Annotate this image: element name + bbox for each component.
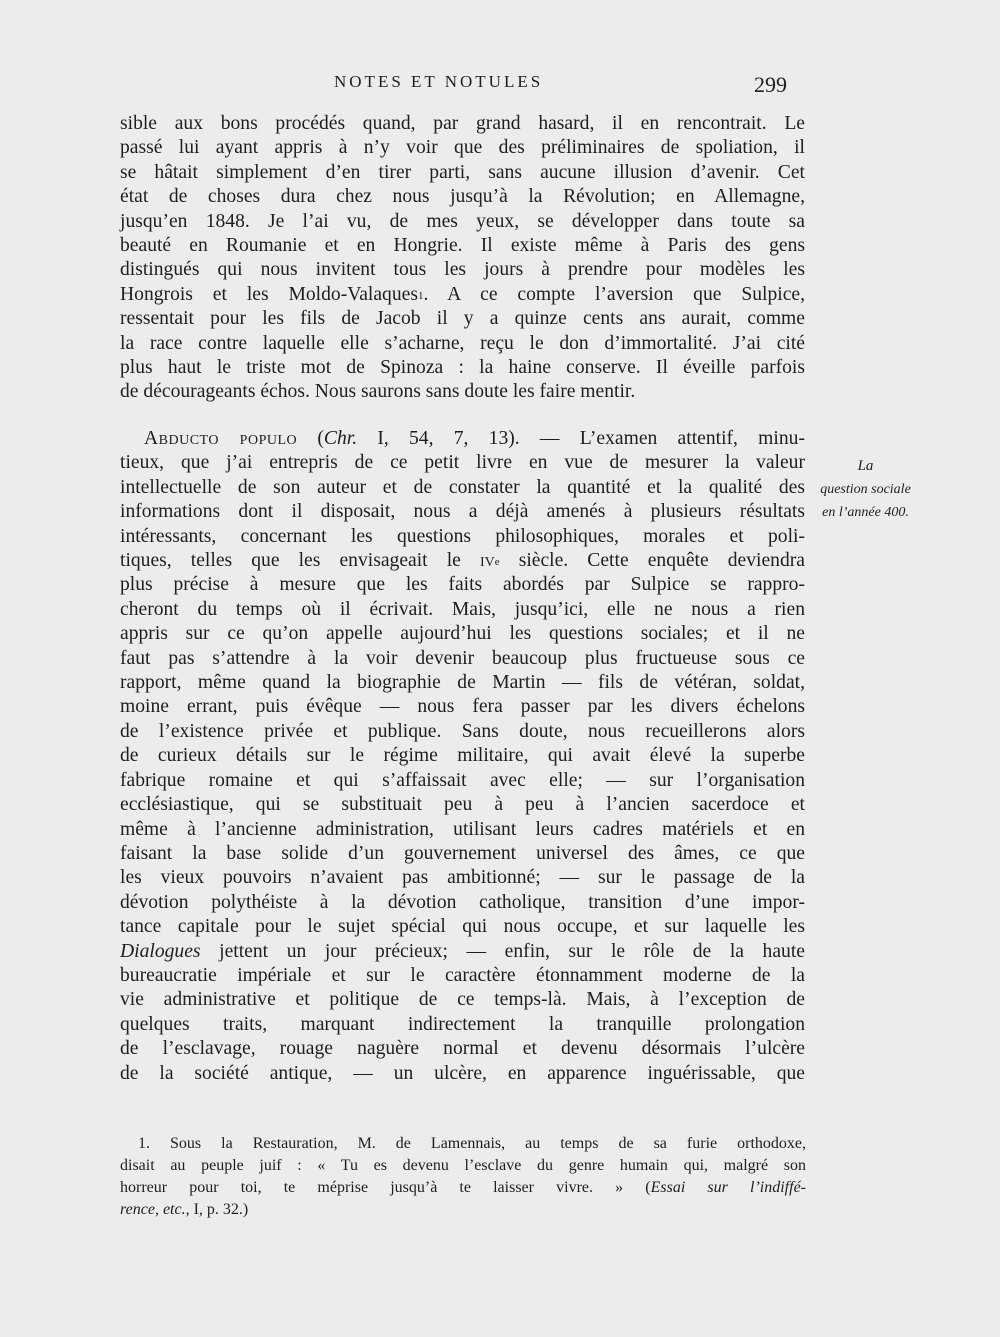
text-line: intéressants, concernant les questions philosophiques, morales et poli- <box>120 525 805 547</box>
text-line: cheront du temps où il écrivait. Mais, jusqu’ici, elle ne nous a rien <box>120 598 805 620</box>
page-number: 299 <box>754 72 787 97</box>
text-line: de la société antique, — un ulcère, en apparence inguérissable, que <box>120 1062 805 1084</box>
text-line: passé lui ayant appris à n’y voir que des préliminaires de spoliation, il <box>120 137 805 159</box>
paragraph-1 <box>120 112 805 405</box>
text-line: plus précise à mesure que les faits abordés par Sulpice se rappro- <box>120 574 805 596</box>
text-line: même à l’ancienne administration, utilisant leurs cadres matériels et en <box>120 818 805 840</box>
footnote-line: disait au peuple juif : « Tu es devenu l’esclave du genre humain qui, malgré son <box>120 1157 806 1174</box>
text-span: . A ce compte l’aversion que Sulpice, <box>423 283 805 305</box>
section-heading: Abducto populo <box>144 428 298 449</box>
text-span: siècle. Cette enquête deviendra <box>499 550 805 572</box>
text-line: distingués qui nous invitent tous les jours à prendre pour modèles les <box>120 259 805 281</box>
text-span: ( <box>297 428 324 449</box>
text-line: appris sur ce qu’on appelle aujourd’hui les questions sociales; et il ne <box>120 623 805 645</box>
text-line: la race contre laquelle elle s’acharne, reçu le don d’immortalité. J’ai cité <box>120 332 805 354</box>
text-span: horreur pour toi, te méprise jusqu’à te laisser vivre. » ( <box>120 1179 651 1196</box>
text-line: de curieux détails sur le régime militaire, qui avait élevé la superbe <box>120 745 805 767</box>
footnote-line <box>120 1177 806 1199</box>
paragraph-2 <box>120 427 805 1086</box>
text-line: tieux, que j’ai entrepris de ce petit livre en vue de mesurer la valeur <box>120 452 805 474</box>
text-line <box>120 940 805 964</box>
text-line <box>120 283 805 307</box>
text-line: se hâtait simplement d’en tirer parti, sans aucune illusion d’avenir. Cet <box>120 161 805 183</box>
text-line: vie administrative et politique de ce temps-là. Mais, à l’exception de <box>120 989 805 1011</box>
text-line: dévotion polythéiste à la dévotion catholique, transition d’une impor- <box>120 891 805 913</box>
text-span: I, 54, 7, 13). — L’examen attentif, minu- <box>357 428 805 449</box>
text-line: fabrique romaine et qui s’affaissait avec elle; — sur l’organisation <box>120 769 805 791</box>
footnote-line <box>120 1199 806 1221</box>
text-line: moine errant, puis évêque — nous fera passer par les divers échelons <box>120 696 805 718</box>
italic-title: Dialogues <box>120 940 201 962</box>
text-line: jusqu’en 1848. Je l’ai vu, de mes yeux, se développer dans toute sa <box>120 210 805 232</box>
text-line: sible aux bons procédés quand, par grand hasard, il en rencontrait. Le <box>120 113 805 134</box>
text-line: ecclésiastique, qui se substituait peu à peu à l’ancien sacerdoce et <box>120 794 805 816</box>
margin-note <box>808 455 923 524</box>
footnote-marker: 1 <box>417 289 424 302</box>
text-span: tiques, telles que les envisageait le <box>120 550 480 572</box>
text-line <box>120 549 805 573</box>
text-line: rapport, même quand la biographie de Martin — fils de vétéran, soldat, <box>120 672 805 694</box>
text-line: faut pas s’attendre à la voir devenir beaucoup plus fructueuse sous ce <box>120 647 805 669</box>
running-title: NOTES ET NOTULES <box>334 72 544 91</box>
text-line: tance capitale pour le sujet spécial qui nous occupe, et sur laquelle les <box>120 916 805 938</box>
margin-note-line: question sociale <box>820 482 911 497</box>
text-line: ressentait pour les fils de Jacob il y a quinze cents ans aurait, comme <box>120 308 805 330</box>
text-line: informations dont il disposait, nous a déjà amenés à plusieurs résultats <box>120 501 805 523</box>
margin-note-line: La <box>857 458 874 474</box>
text-line: bureaucratie impériale et sur le caractère étonnamment moderne de la <box>120 964 805 986</box>
italic-title: rence, etc. <box>120 1201 186 1218</box>
roman-numeral: iv <box>479 550 495 572</box>
margin-note-line: en l’année 400. <box>822 505 909 520</box>
text-line: de l’esclavage, rouage naguère normal et devenu désormais l’ulcère <box>120 1038 805 1060</box>
text-line: les vieux pouvoirs n’avaient pas ambitionné; — sur le passage de la <box>120 867 805 889</box>
italic-title: Essai sur l’indiffé- <box>650 1179 806 1196</box>
citation-abbrev: Chr. <box>323 428 358 449</box>
footnote <box>120 1133 806 1221</box>
text-line: état de choses dura chez nous jusqu’à la Révolution; en Allemagne, <box>120 186 805 208</box>
text-line <box>120 427 805 451</box>
text-line: quelques traits, marquant indirectement la tranquille prolongation <box>120 1013 805 1035</box>
footnote-line: 1. Sous la Restauration, M. de Lamennais, au temps de sa furie orthodoxe, <box>138 1135 806 1152</box>
text-line: beauté en Roumanie et en Hongrie. Il existe même à Paris des gens <box>120 235 805 257</box>
superscript: e <box>494 556 500 569</box>
text-line: de l’existence privée et publique. Sans doute, nous recueillerons alors <box>120 720 805 742</box>
text-line: de décourageants échos. Nous saurons sans doute les faire mentir. <box>120 381 636 403</box>
text-line: faisant la base solide d’un gouvernement universel des âmes, ce que <box>120 842 805 864</box>
text-span: jettent un jour précieux; — enfin, sur le rôle de la haute <box>200 940 805 962</box>
text-span: , I, p. 32.) <box>185 1201 249 1218</box>
text-span: Hongrois et les Moldo-Valaques <box>120 283 418 305</box>
text-line: intellectuelle de son auteur et de constater la quantité et la qualité des <box>120 476 805 498</box>
text-line: plus haut le triste mot de Spinoza : la haine conserve. Il éveille parfois <box>120 357 805 379</box>
